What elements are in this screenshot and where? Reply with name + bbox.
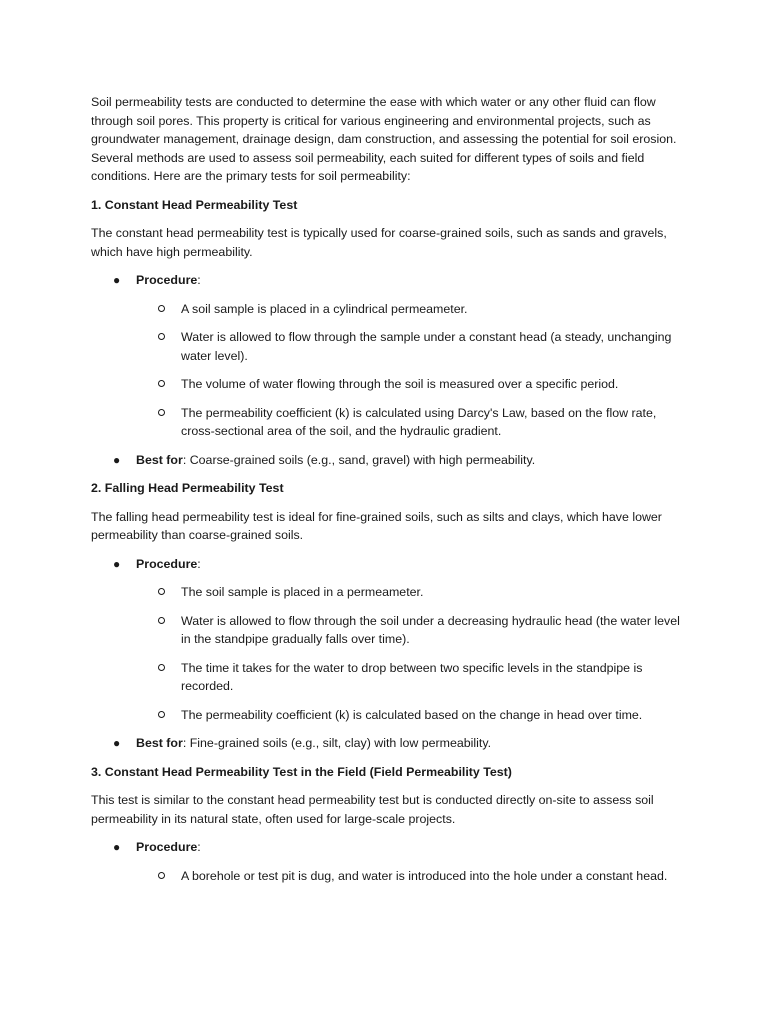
procedure-step (91, 867, 687, 886)
procedure-bullet (91, 555, 687, 574)
procedure-steps (91, 300, 687, 441)
procedure-label: Procedure (136, 273, 198, 287)
procedure-bullet (91, 271, 687, 290)
section-description: The falling head permeability test is ideal for fine-grained soils, such as silts and clays, which have lower permeability than coarse-grained soils. (91, 509, 662, 542)
document-page (91, 93, 687, 895)
step-text: The permeability coefficient (k) is calculated using Darcy's Law, based on the flow rate, cross-sectional area of the soil, and the hydraulic gradient. (181, 405, 657, 438)
procedure-steps (91, 583, 687, 724)
circle-bullet-icon (158, 409, 165, 416)
step-text: The permeability coefficient (k) is calculated based on the change in head over time. (181, 707, 643, 722)
bullet-icon: ● (113, 273, 121, 287)
step-text: Water is allowed to flow through the soil under a decreasing hydraulic head (the water level in the standpipe gradually falls over time). (181, 613, 680, 646)
procedure-step (91, 659, 687, 696)
procedure-label: Procedure (136, 556, 198, 571)
intro-paragraph: Soil permeability tests are conducted to determine the ease with which water or any other fluid can flow through soil pores. This property is critical for various engineering and environmental projects, such as groundwater management, drainage design, dam construction, and assessing the potential for soil erosion. Several methods are used to assess soil permeability, each suited for different types of soils and field conditions. Here are the primary tests for soil permeability: (91, 95, 677, 183)
procedure-step (91, 328, 687, 365)
circle-bullet-icon (158, 872, 165, 879)
procedure-colon: : (197, 273, 201, 287)
bullet-icon: ● (113, 840, 121, 854)
procedure-colon: : (197, 840, 201, 854)
circle-bullet-icon (158, 305, 165, 312)
procedure-step (91, 706, 687, 725)
circle-bullet-icon (158, 664, 165, 671)
circle-bullet-icon (158, 711, 165, 718)
procedure-steps (91, 867, 687, 886)
best-for-text: : Fine-grained soils (e.g., silt, clay) with low permeability. (182, 736, 492, 750)
section-heading: 2. Falling Head Permeability Test (91, 481, 284, 495)
section-description: The constant head permeability test is typically used for coarse-grained soils, such as sands and gravels, which have high permeability. (91, 226, 667, 259)
procedure-step (91, 375, 687, 394)
bullet-icon: ● (113, 452, 121, 467)
step-text: A borehole or test pit is dug, and water is introduced into the hole under a constant head. (181, 868, 668, 883)
step-text: The volume of water flowing through the soil is measured over a specific period. (181, 377, 619, 391)
section-heading: 1. Constant Head Permeability Test (91, 197, 298, 212)
circle-bullet-icon (158, 380, 165, 387)
procedure-step (91, 612, 687, 649)
bullet-icon: ● (113, 556, 121, 571)
circle-bullet-icon (158, 588, 165, 595)
circle-bullet-icon (158, 617, 165, 624)
best-for-label: Best for (136, 452, 183, 467)
best-for-bullet (91, 734, 687, 753)
best-for-bullet (91, 451, 687, 470)
procedure-colon: : (197, 556, 201, 571)
procedure-step (91, 300, 687, 319)
circle-bullet-icon (158, 333, 165, 340)
step-text: The soil sample is placed in a permeameter. (181, 585, 424, 599)
procedure-bullet (91, 838, 687, 857)
procedure-step (91, 404, 687, 441)
procedure-step (91, 583, 687, 602)
step-text: Water is allowed to flow through the sample under a constant head (a steady, unchanging water level). (181, 330, 672, 363)
best-for-text: : Coarse-grained soils (e.g., sand, gravel) with high permeability. (182, 452, 536, 467)
step-text: The time it takes for the water to drop between two specific levels in the standpipe is recorded. (181, 660, 643, 693)
section-description: This test is similar to the constant head permeability test but is conducted directly on-site to assess soil permeability in its natural state, often used for large-scale projects. (91, 793, 654, 826)
procedure-label: Procedure (136, 840, 198, 854)
step-text: A soil sample is placed in a cylindrical permeameter. (181, 301, 468, 316)
section-heading: 3. Constant Head Permeability Test in the Field (Field Permeability Test) (91, 764, 512, 779)
best-for-label: Best for (136, 736, 183, 750)
bullet-icon: ● (113, 736, 121, 750)
